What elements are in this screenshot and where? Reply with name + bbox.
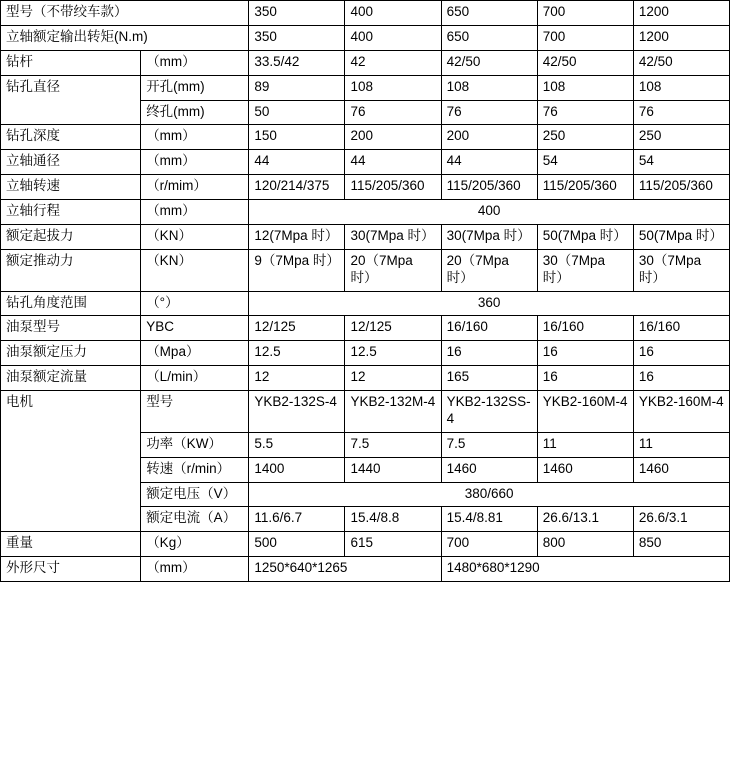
value: 7.5 [345,432,441,457]
value: 7.5 [441,432,537,457]
value: 12.5 [345,341,441,366]
value: 16 [537,341,633,366]
drill-angle-range-row [1,291,730,316]
value: 11.6/6.7 [249,507,345,532]
row-label: 额定推动力 [1,249,141,291]
row-unit: YBC [141,316,249,341]
value: 16/160 [633,316,729,341]
value: 1200 [633,1,729,26]
value: 615 [345,532,441,557]
row-unit: 额定电流（A） [141,507,249,532]
value: 1200 [633,25,729,50]
value: 1480*680*1290 [441,557,729,582]
value: 1460 [537,457,633,482]
value: 15.4/8.8 [345,507,441,532]
value: YKB2-132SS-4 [441,391,537,433]
value: 380/660 [249,482,730,507]
value: 350 [249,1,345,26]
spindle-torque-row [1,25,730,50]
value: 50(7Mpa 时） [537,224,633,249]
value: 108 [633,75,729,100]
value: 108 [537,75,633,100]
value: YKB2-132S-4 [249,391,345,433]
row-unit: （KN） [141,249,249,291]
row-unit: 功率（KW） [141,432,249,457]
value: 200 [345,125,441,150]
value: 30(7Mpa 时） [345,224,441,249]
value: 16/160 [441,316,537,341]
value: 1460 [441,457,537,482]
value: 16 [537,366,633,391]
row-unit: （mm） [141,125,249,150]
value: 12.5 [249,341,345,366]
value: 108 [441,75,537,100]
hole-diameter-open-row [1,75,730,100]
row-unit: （mm） [141,150,249,175]
value: 12(7Mpa 时） [249,224,345,249]
value: 500 [249,532,345,557]
value: 120/214/375 [249,175,345,200]
value: 250 [537,125,633,150]
value: YKB2-160M-4 [633,391,729,433]
row-label: 油泵型号 [1,316,141,341]
row-label: 钻孔直径 [1,75,141,125]
value: 44 [249,150,345,175]
value: 360 [249,291,730,316]
spindle-speed-row [1,175,730,200]
value: 12/125 [345,316,441,341]
value: 108 [345,75,441,100]
spindle-stroke-row [1,200,730,225]
row-label: 油泵额定压力 [1,341,141,366]
spindle-bore-row [1,150,730,175]
value: 400 [249,200,730,225]
row-label: 立轴额定输出转矩(N.m) [1,25,249,50]
value: 650 [441,1,537,26]
value: 12 [345,366,441,391]
row-unit: （r/mim） [141,175,249,200]
row-unit: 型号 [141,391,249,433]
oil-pump-rated-pressure-row [1,341,730,366]
value: 1460 [633,457,729,482]
value: 42/50 [537,50,633,75]
row-unit: （Kg） [141,532,249,557]
value: 54 [633,150,729,175]
value: 30(7Mpa 时） [441,224,537,249]
dimensions-row [1,557,730,582]
value: 16 [633,366,729,391]
row-label: 立轴转速 [1,175,141,200]
value: 1250*640*1265 [249,557,441,582]
value: 42/50 [633,50,729,75]
value: 50 [249,100,345,125]
row-unit: （mm） [141,557,249,582]
value: 76 [345,100,441,125]
model-row [1,1,730,26]
value: 42 [345,50,441,75]
value: 30（7Mpa 时） [537,249,633,291]
value: 54 [537,150,633,175]
value: 700 [441,532,537,557]
value: 15.4/8.81 [441,507,537,532]
value: 76 [537,100,633,125]
value: 115/205/360 [345,175,441,200]
row-label: 重量 [1,532,141,557]
row-label: 额定起拔力 [1,224,141,249]
value: 165 [441,366,537,391]
motor-model-row [1,391,730,433]
value: 700 [537,1,633,26]
rated-feed-force-row [1,249,730,291]
value: 44 [441,150,537,175]
value: 26.6/3.1 [633,507,729,532]
row-unit: （mm） [141,200,249,225]
value: YKB2-132M-4 [345,391,441,433]
value: 20（7Mpa 时） [345,249,441,291]
row-label: 油泵额定流量 [1,366,141,391]
drill-rod-row [1,50,730,75]
value: 16/160 [537,316,633,341]
value: 800 [537,532,633,557]
value: 89 [249,75,345,100]
value: 11 [537,432,633,457]
row-unit: 终孔(mm) [141,100,249,125]
value: 26.6/13.1 [537,507,633,532]
value: 11 [633,432,729,457]
value: 44 [345,150,441,175]
value: 1400 [249,457,345,482]
row-label: 钻孔角度范围 [1,291,141,316]
oil-pump-model-row [1,316,730,341]
value: 5.5 [249,432,345,457]
row-label: 型号（不带绞车款） [1,1,249,26]
value: 12/125 [249,316,345,341]
value: 850 [633,532,729,557]
value: 9（7Mpa 时） [249,249,345,291]
value: 16 [633,341,729,366]
row-unit: 转速（r/min） [141,457,249,482]
value: 200 [441,125,537,150]
value: 150 [249,125,345,150]
value: 12 [249,366,345,391]
row-label: 钻孔深度 [1,125,141,150]
value: 350 [249,25,345,50]
value: 400 [345,1,441,26]
value: 16 [441,341,537,366]
row-unit: 额定电压（V） [141,482,249,507]
row-label: 立轴通径 [1,150,141,175]
value: YKB2-160M-4 [537,391,633,433]
row-label: 钻杆 [1,50,141,75]
drill-depth-row [1,125,730,150]
row-unit: （°） [141,291,249,316]
value: 33.5/42 [249,50,345,75]
value: 650 [441,25,537,50]
value: 1440 [345,457,441,482]
weight-row [1,532,730,557]
row-label: 外形尺寸 [1,557,141,582]
value: 76 [633,100,729,125]
row-label: 电机 [1,391,141,532]
value: 30（7Mpa 时） [633,249,729,291]
value: 400 [345,25,441,50]
value: 20（7Mpa 时） [441,249,537,291]
value: 700 [537,25,633,50]
value: 115/205/360 [441,175,537,200]
value: 50(7Mpa 时） [633,224,729,249]
row-unit: （Mpa） [141,341,249,366]
row-unit: 开孔(mm) [141,75,249,100]
row-unit: （KN） [141,224,249,249]
value: 42/50 [441,50,537,75]
row-label: 立轴行程 [1,200,141,225]
value: 76 [441,100,537,125]
oil-pump-rated-flow-row [1,366,730,391]
row-unit: （L/min） [141,366,249,391]
row-unit: （mm） [141,50,249,75]
value: 115/205/360 [633,175,729,200]
rated-lifting-force-row [1,224,730,249]
value: 115/205/360 [537,175,633,200]
specification-table-body [1,1,730,582]
value: 250 [633,125,729,150]
